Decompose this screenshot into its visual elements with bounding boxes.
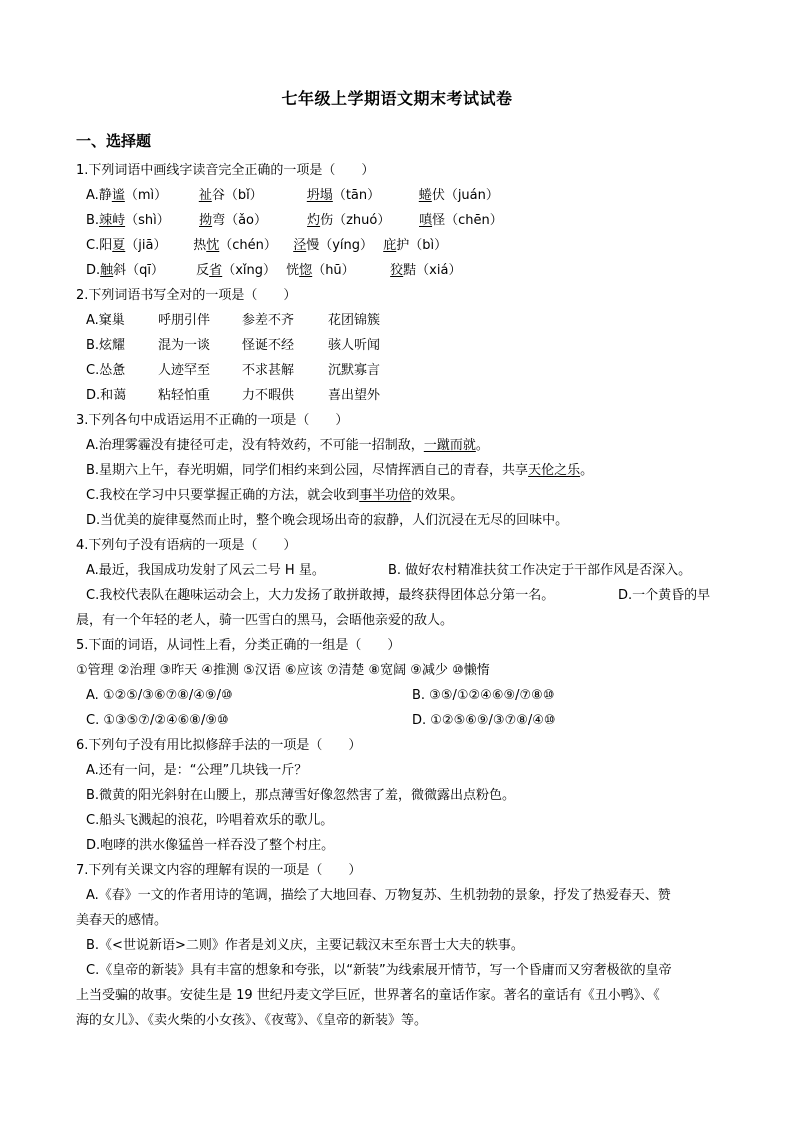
question-1-stem: 1.下列词语中画线字读音完全正确的一项是（ ） xyxy=(76,163,375,178)
q1-b-item-2: 拗弯（ǎo） xyxy=(199,213,267,228)
q1-a-item-4: 蜷伏（juán） xyxy=(418,188,499,203)
q7-option-b: B.《<世说新语>二则》作者是刘义庆，主要记载汉末至东晋士大夫的轶事。 xyxy=(86,938,524,953)
question-5-stem: 5.下面的词语，从词性上看，分类正确的一组是（ ） xyxy=(76,638,401,653)
q6-option-c: C.船头飞溅起的浪花，吟唱着欢乐的歌儿。 xyxy=(86,813,334,828)
q1-b-item-1: 竦峙（shì） xyxy=(99,213,170,228)
q5-options-cd: C. ①③⑤⑦/②④⑥⑧/⑨⑩ D. ①②⑤⑥⑨/③⑦⑧/④⑩ xyxy=(86,713,556,728)
question-4-stem: 4.下列句子没有语病的一项是（ ） xyxy=(76,538,297,553)
q4-options-ab: A.最近，我国成功发射了风云二号 H 星。 B. 做好农村精准扶贫工作决定于干部作风是否深入。 xyxy=(86,563,692,578)
q6-option-b: B.微黄的阳光斜射在山腰上，那点薄雪好像忽然害了羞，微微露出点粉色。 xyxy=(86,788,516,803)
q3-option-a: A.治理雾霾没有捷径可走，没有特效药，不可能一招制敌，一蹴而就。 xyxy=(86,438,489,453)
q6-option-a: A.还有一问，是：“公理”几块钱一斤？ xyxy=(86,763,308,778)
q1-option-d: D.触斜（qī） 反省（xǐng） 恍惚（hū） 狡黠（xiá） xyxy=(86,263,462,278)
q1-c-item-3: 泾慢（yíng） xyxy=(293,238,374,253)
q3-option-d: D.当优美的旋律戛然而止时，整个晚会现场出奇的寂静，人们沉浸在无尽的回味中。 xyxy=(86,513,569,528)
q4-option-d-cont: 晨，有一个年轻的老人，骑一匹雪白的黑马，会晤他亲爱的敌人。 xyxy=(76,613,454,628)
q1-option-a: A.静谧（mì） 祉谷（bǐ） 坍塌（tān） 蜷伏（juán） xyxy=(86,188,499,203)
question-7-stem: 7.下列有关课文内容的理解有误的一项是（ ） xyxy=(76,863,362,878)
q1-a-item-1: 静谧（mì） xyxy=(98,188,168,203)
q5-options-ab: A. ①②⑤/③⑥⑦⑧/④⑨/⑩ B. ③⑤/①②④⑥⑨/⑦⑧⑩ xyxy=(86,688,555,703)
q2-option-a: A.窠巢 呼朋引伴 参差不齐 花团锦簇 xyxy=(86,313,381,328)
q1-c-item-2: 热忱（chén） xyxy=(193,238,277,253)
q7-option-c-cont-1: 上当受骗的故事。安徒生是 19 世纪丹麦文学巨匠，世界著名的童话作家。著名的童话有《丑小鸭》、《 xyxy=(76,988,660,1003)
q1-d-item-2: 反省（xǐng） xyxy=(196,263,276,278)
q7-option-c-cont-2: 海的女儿》、《卖火柴的小女孩》、《夜莺》、《皇帝的新装》等。 xyxy=(76,1013,428,1028)
q4-options-cd: C.我校代表队在趣味运动会上，大力发扬了敢拼敢搏，最终获得团体总分第一名。 D.一个黄昏的早 xyxy=(86,588,711,603)
q1-a-item-3: 坍塌（tān） xyxy=(306,188,381,203)
q1-b-item-3: 灼伤（zhuó） xyxy=(307,213,391,228)
q7-option-c: C.《皇帝的新装》具有丰富的想象和夸张，以“新装”为线索展开情节，写一个昏庸而又穷奢极欲的皇帝 xyxy=(86,963,672,978)
section-heading: 一、选择题 xyxy=(76,132,152,150)
question-6-stem: 6.下列句子没有用比拟修辞手法的一项是（ ） xyxy=(76,738,362,753)
q6-option-d: D.咆哮的洪水像猛兽一样吞没了整个村庄。 xyxy=(86,838,335,853)
q1-d-item-1: 触斜（qī） xyxy=(100,263,165,278)
q1-c-item-4: 庇护（bì） xyxy=(383,238,448,253)
q3-option-b: B.星期六上午，春光明媚，同学们相约来到公园，尽情挥洒自己的青春，共享天伦之乐。 xyxy=(86,463,594,478)
q2-option-d: D.和蔼 粘轻怕重 力不暇供 喜出望外 xyxy=(86,388,381,403)
question-2-stem: 2.下列词语书写全对的一项是（ ） xyxy=(76,288,297,303)
q3-option-c: C.我校在学习中只要掌握正确的方法，就会收到事半功倍的效果。 xyxy=(86,488,464,503)
q1-c-item-1: 阳夏（jiā） xyxy=(99,238,167,253)
q7-option-a-cont: 美春天的感情。 xyxy=(76,913,168,928)
question-3-stem: 3.下列各句中成语运用不正确的一项是（ ） xyxy=(76,413,349,428)
q7-option-a: A.《春》一文的作者用诗的笔调，描绘了大地回春、万物复苏、生机勃勃的景象，抒发了热爱春天、赞 xyxy=(86,888,671,903)
q5-word-list: ①管理 ②治理 ③昨天 ④推测 ⑤汉语 ⑥应该 ⑦清楚 ⑧宽阔 ⑨减少 ⑩懒惰 xyxy=(76,663,490,678)
q2-option-c: C.怂惫 人迹罕至 不求甚解 沉默寡言 xyxy=(86,363,381,378)
q1-d-item-4: 狡黠（xiá） xyxy=(390,263,462,278)
q1-option-c: C.阳夏（jiā） 热忱（chén） 泾慢（yíng） 庇护（bì） xyxy=(86,238,448,253)
q2-option-b: B.炫耀 混为一谈 怪诞不经 骇人听闻 xyxy=(86,338,381,353)
q1-option-b: B.竦峙（shì） 拗弯（ǎo） 灼伤（zhuó） 嗔怪（chēn） xyxy=(86,213,503,228)
q1-a-item-2: 祉谷（bǐ） xyxy=(198,188,263,203)
q1-d-item-3: 恍惚（hū） xyxy=(286,263,355,278)
q1-b-item-4: 嗔怪（chēn） xyxy=(419,213,503,228)
exam-title: 七年级上学期语文期末考试试卷 xyxy=(281,89,513,108)
